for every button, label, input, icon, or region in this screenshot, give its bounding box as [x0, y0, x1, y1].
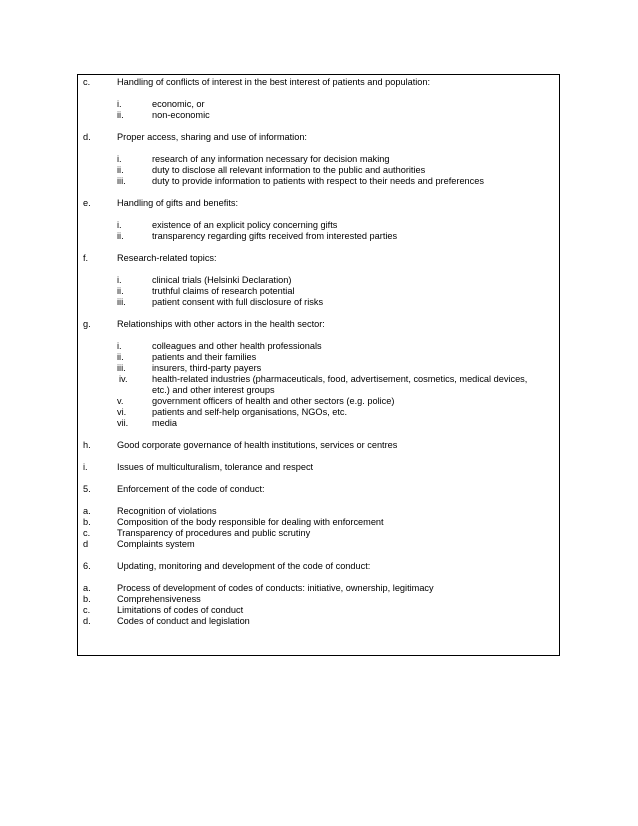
- list-item: [83, 110, 553, 121]
- item-text: insurers, third-party payers: [152, 363, 262, 373]
- item-number: iv.: [119, 374, 128, 384]
- item-text: Comprehensiveness: [117, 594, 201, 604]
- item-number: i.: [117, 341, 122, 351]
- item-number: ii.: [117, 165, 124, 175]
- section-title: Enforcement of the code of conduct:: [117, 484, 265, 494]
- item-number: i.: [117, 99, 122, 109]
- item-label: d: [83, 539, 89, 549]
- list-item: [83, 418, 553, 429]
- section-heading: [83, 561, 553, 572]
- item-number: vi.: [117, 407, 127, 417]
- section-label: e.: [83, 198, 91, 208]
- list-item: [83, 594, 553, 605]
- item-label: a.: [83, 583, 91, 593]
- section-title: Good corporate governance of health institutions, services or centres: [117, 440, 398, 450]
- item-text: colleagues and other health professionals: [152, 341, 322, 351]
- item-text: duty to disclose all relevant information to the public and authorities: [152, 165, 426, 175]
- item-label: b.: [83, 594, 91, 604]
- list-item: [83, 154, 553, 165]
- item-text: non-economic: [152, 110, 210, 120]
- item-number: i.: [117, 154, 122, 164]
- item-text: economic, or: [152, 99, 205, 109]
- section-heading: [83, 484, 553, 495]
- list-item: [83, 517, 553, 528]
- item-text: Limitations of codes of conduct: [117, 605, 244, 615]
- list-item: [83, 165, 553, 176]
- list-item: [83, 231, 553, 242]
- item-text: government officers of health and other sectors (e.g. police): [152, 396, 395, 406]
- list-item: [83, 286, 553, 297]
- item-text: Transparency of procedures and public scrutiny: [117, 528, 311, 538]
- item-label: d.: [83, 616, 91, 626]
- item-text: research of any information necessary for decision making: [152, 154, 390, 164]
- item-number: i.: [117, 275, 122, 285]
- section-label: 5.: [83, 484, 91, 494]
- item-label: c.: [83, 605, 91, 615]
- list-item: [83, 176, 553, 187]
- item-number: ii.: [117, 286, 124, 296]
- section-title: Handling of conflicts of interest in the best interest of patients and population:: [117, 77, 431, 87]
- list-item: [83, 341, 553, 352]
- list-item: [83, 407, 553, 418]
- list-item: [83, 506, 553, 517]
- section-title: Updating, monitoring and development of the code of conduct:: [117, 561, 371, 571]
- section-label: f.: [83, 253, 89, 263]
- item-number: vii.: [117, 418, 129, 428]
- section-label: 6.: [83, 561, 91, 571]
- item-number: ii.: [117, 110, 124, 120]
- section-heading: [83, 319, 553, 330]
- section-heading: [83, 77, 553, 88]
- item-text: health-related industries (pharmaceuticals, food, advertisement, cosmetics, medical devices,: [152, 374, 528, 384]
- section-heading: [83, 253, 553, 264]
- item-text: patients and their families: [152, 352, 257, 362]
- item-label: c.: [83, 528, 91, 538]
- section-label: g.: [83, 319, 91, 329]
- item-number: ii.: [117, 231, 124, 241]
- section-heading: [83, 440, 553, 451]
- item-number: iii.: [117, 363, 126, 373]
- list-item: [83, 616, 553, 627]
- item-text: patients and self-help organisations, NGOs, etc.: [152, 407, 348, 417]
- section-label: d.: [83, 132, 91, 142]
- item-number: i.: [117, 220, 122, 230]
- list-item: [83, 528, 553, 539]
- list-item: [83, 396, 553, 407]
- list-item: [83, 297, 553, 308]
- item-text: media: [152, 418, 178, 428]
- item-text: duty to provide information to patients with respect to their needs and preferences: [152, 176, 484, 186]
- item-text: existence of an explicit policy concerning gifts: [152, 220, 338, 230]
- item-number: iii.: [117, 176, 126, 186]
- list-item: [83, 99, 553, 110]
- item-text: transparency regarding gifts received from interested parties: [152, 231, 398, 241]
- item-text: clinical trials (Helsinki Declaration): [152, 275, 292, 285]
- section-heading: [83, 132, 553, 143]
- section-label: h.: [83, 440, 91, 450]
- list-item: [83, 352, 553, 363]
- item-label: a.: [83, 506, 91, 516]
- section-title: Issues of multiculturalism, tolerance and respect: [117, 462, 314, 472]
- item-text: Codes of conduct and legislation: [117, 616, 250, 626]
- item-text: Composition of the body responsible for dealing with enforcement: [117, 517, 384, 527]
- item-text: Recognition of violations: [117, 506, 217, 516]
- list-item: [83, 539, 553, 550]
- section-title: Relationships with other actors in the health sector:: [117, 319, 325, 329]
- section-heading: [83, 462, 553, 473]
- list-item: [83, 605, 553, 616]
- list-item: [83, 363, 553, 374]
- section-title: Handling of gifts and benefits:: [117, 198, 239, 208]
- list-item: [83, 275, 553, 286]
- item-text: Complaints system: [117, 539, 195, 549]
- document-body: [83, 77, 553, 627]
- item-text-continued: etc.) and other interest groups: [152, 385, 275, 395]
- list-item: [83, 220, 553, 231]
- item-text: truthful claims of research potential: [152, 286, 295, 296]
- section-label: c.: [83, 77, 91, 87]
- section-title: Research-related topics:: [117, 253, 217, 263]
- list-item: [83, 583, 553, 594]
- section-label: i.: [83, 462, 88, 472]
- list-item-continuation: [83, 385, 553, 396]
- list-item: [83, 374, 553, 385]
- item-label: b.: [83, 517, 91, 527]
- item-text: Process of development of codes of conducts: initiative, ownership, legitimacy: [117, 583, 434, 593]
- item-text: patient consent with full disclosure of risks: [152, 297, 324, 307]
- item-number: iii.: [117, 297, 126, 307]
- item-number: v.: [117, 396, 124, 406]
- section-title: Proper access, sharing and use of information:: [117, 132, 307, 142]
- section-heading: [83, 198, 553, 209]
- item-number: ii.: [117, 352, 124, 362]
